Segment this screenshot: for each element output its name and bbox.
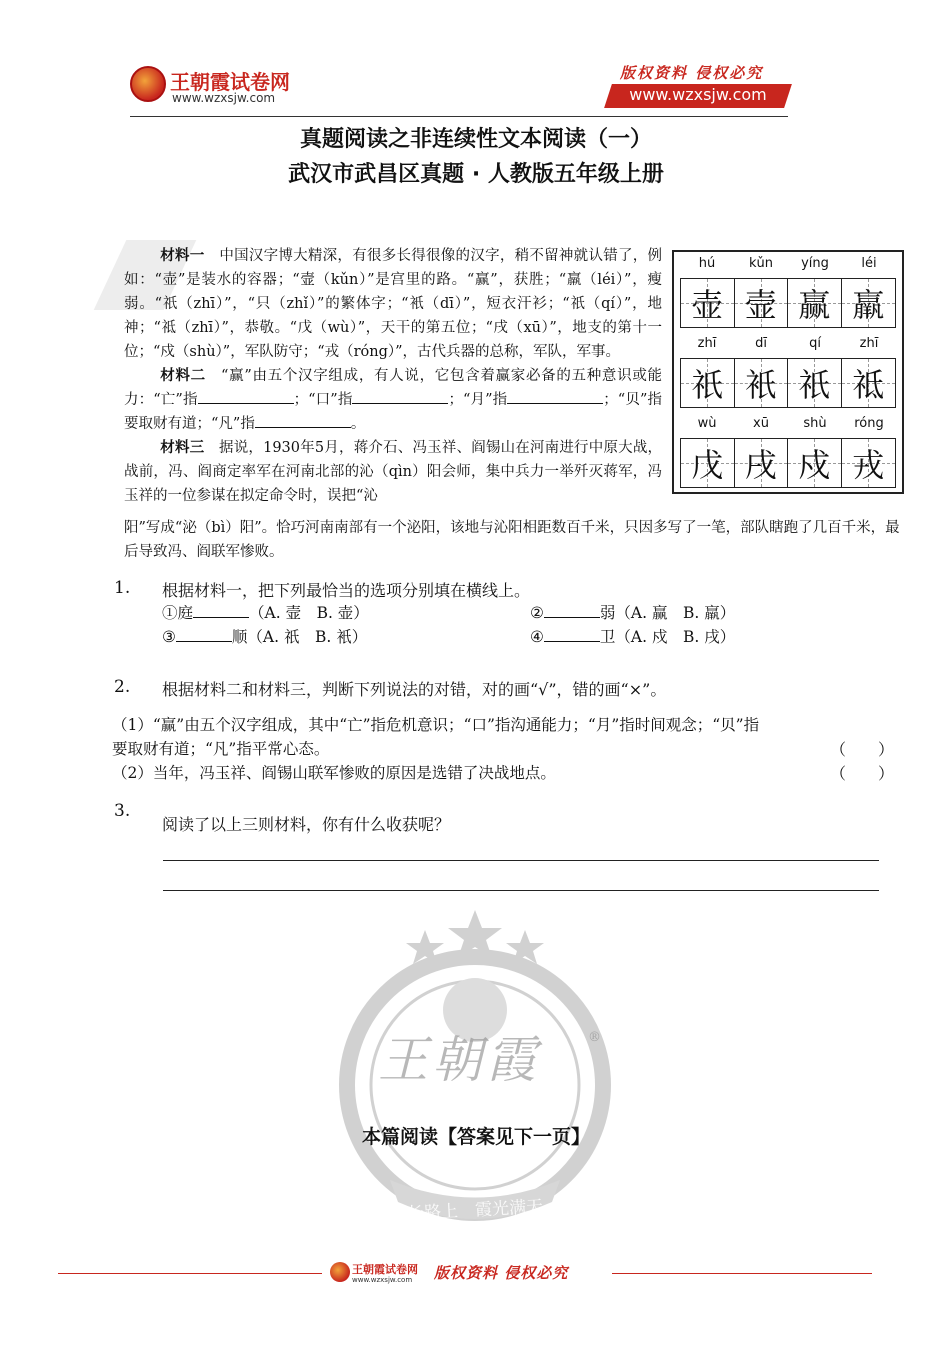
pinyin-row: [680, 256, 896, 278]
pinyin: hú: [698, 256, 716, 271]
pinyin: yíng: [801, 256, 829, 271]
char-row: [680, 336, 896, 408]
material-2-text-d: ；“贝”指要取财有道；“凡”指: [124, 392, 663, 432]
question-1-number: 1.: [114, 578, 131, 598]
q2-answer-1[interactable]: （ ）: [830, 740, 895, 759]
footer-logo-icon: [330, 1262, 350, 1282]
char-box: 祗: [842, 359, 896, 407]
footer-copyright: 版权资料 侵权必究: [434, 1264, 569, 1282]
q2-statement-1a: （1）“赢”由五个汉字组成，其中“亡”指危机意识；“口”指沟通能力；“月”指时间观念；“贝”指: [112, 716, 760, 734]
question-2-text: 根据材料二和材料三，判断下列说法的对错，对的画“√”，错的画“×”。: [162, 680, 667, 699]
fill-blank[interactable]: [255, 413, 351, 428]
material-1-label: 材料一: [160, 248, 205, 264]
q1-option-3: ③ 顺（A. 祇 B. 衹）: [162, 628, 368, 646]
watermark-slogan: 成长路上 霞光满天: [389, 1197, 544, 1225]
character-table: [672, 250, 904, 494]
header-divider: [130, 116, 788, 117]
answer-line[interactable]: [163, 860, 879, 861]
footer-brand: 王朝霞试卷网: [352, 1263, 418, 1276]
question-3-number: 3.: [114, 801, 131, 821]
q1-option-2: ② 弱（A. 赢 B. 羸）: [530, 604, 736, 622]
material-2: [124, 364, 662, 436]
question-1-text: 根据材料一，把下列最恰当的选项分别填在横线上。: [162, 581, 531, 600]
char-box: 羸: [842, 279, 896, 327]
char-box: 戊: [681, 439, 735, 487]
answer-blank[interactable]: [176, 627, 232, 642]
material-3-tail: 阳”写成“泌（bì）阳”。恰巧河南南部有一个泌阳，该地与沁阳相距数百千米，只因多写了一笔，部队瞎跑了几百千米，最后导致冯、阎联军惨败。: [124, 520, 900, 560]
footer-line-right: [612, 1273, 872, 1274]
url-banner[interactable]: www.wzxsjw.com: [629, 85, 767, 104]
pinyin: qí: [809, 336, 821, 351]
pinyin: dī: [755, 336, 767, 351]
page-subtitle: 武汉市武昌区真题 · 人教版五年级上册: [288, 162, 664, 187]
answer-blank[interactable]: [544, 627, 600, 642]
material-3: [124, 436, 662, 508]
char-row: [680, 256, 896, 328]
footer-line-left: [58, 1273, 322, 1274]
char-row: [680, 416, 896, 488]
pinyin: zhī: [859, 336, 879, 351]
material-2-text-a: “赢”由五个汉字组成，有人说，它包含着赢家必备的五种意识或能力：“亡”指: [124, 368, 663, 408]
page-title: 真题阅读之非连续性文本阅读（一）: [299, 127, 652, 152]
q2-answer-2[interactable]: （ ）: [830, 764, 895, 783]
material-1: [124, 244, 662, 364]
watermark-registered: ®: [588, 1030, 601, 1045]
char-box: 赢: [788, 279, 842, 327]
char-box: 祇: [681, 359, 735, 407]
fill-blank[interactable]: [198, 389, 294, 404]
material-2-text-e: 。: [350, 416, 366, 432]
pinyin: wù: [697, 416, 717, 431]
fill-blank[interactable]: [352, 389, 448, 404]
pinyin: shù: [803, 416, 827, 431]
header-copyright: 版权资料 侵权必究: [620, 64, 764, 82]
answer-line[interactable]: [163, 890, 879, 891]
question-2-number: 2.: [114, 677, 131, 697]
material-2-text-b: ；“口”指: [293, 392, 353, 408]
char-box: 壶: [681, 279, 735, 327]
char-box: 戎: [842, 439, 896, 487]
pinyin-row: [680, 416, 896, 438]
char-box: 衹: [735, 359, 789, 407]
material-3-label: 材料三: [160, 440, 205, 456]
material-3-text: 据说，1930年5月，蒋介石、冯玉祥、阎锡山在河南进行中原大战，战前，冯、阎商定率军在河南北部的沁（qìn）阳会师，集中兵力一举歼灭蒋军，冯玉祥的一位参谋在拟定命令时，误把“沁: [124, 440, 663, 504]
q2-statement-2: （2）当年，冯玉祥、阎锡山联军惨败的原因是选错了决战地点。: [112, 764, 556, 782]
char-box: 祇: [788, 359, 842, 407]
brand-url[interactable]: www.wzxsjw.com: [172, 91, 276, 105]
char-box: 戌: [735, 439, 789, 487]
brand-name: 王朝霞试卷网: [170, 70, 290, 94]
pinyin: róng: [854, 416, 884, 431]
q2-statement-1b: 要取财有道；“凡”指平常心态。: [112, 740, 330, 758]
char-box: 壸: [735, 279, 789, 327]
char-box-row: [680, 358, 896, 408]
pinyin: kǔn: [748, 256, 773, 271]
char-box-row: [680, 278, 896, 328]
answer-note: 本篇阅读【答案见下一页】: [361, 1126, 590, 1148]
q1-option-4: ④ 卫（A. 戍 B. 戌）: [530, 628, 736, 646]
answer-blank[interactable]: [193, 603, 249, 618]
pinyin: léi: [861, 256, 877, 271]
pinyin-row: [680, 336, 896, 358]
watermark-name: 王朝霞: [378, 1031, 540, 1089]
logo-badge-icon: [130, 66, 166, 102]
reading-passage: [124, 244, 662, 508]
material-1-text: 中国汉字博大精深，有很多长得很像的汉字，稍不留神就认错了，例如：“壶”是装水的容器；“壸（kǔn）”是宫里的路。“赢”，获胜；“羸（léi）”，瘦弱。“祇（zhī）”，“只（zhǐ）”的繁体字；“衹（dī）”，短衣汗衫；“祇（qí）”，地神；“祗（zhī）”，恭敬。“戊（wù）”，天干的第五位；“戌（xū）”，地支的第十一位；“戍（shù）”，军队防守；“戎（róng）”，古代兵器的总称，军队，军事。: [124, 248, 662, 360]
char-box-row: [680, 438, 896, 488]
question-3-text: 阅读了以上三则材料，你有什么收获呢？: [162, 815, 451, 834]
material-2-label: 材料二: [160, 368, 206, 384]
footer-url[interactable]: www.wzxsjw.com: [352, 1276, 413, 1284]
char-box: 戍: [788, 439, 842, 487]
answer-blank[interactable]: [544, 603, 600, 618]
material-2-text-c: ；“月”指: [448, 392, 508, 408]
q1-option-1: ①庭 （A. 壸 B. 壶）: [162, 604, 369, 622]
fill-blank[interactable]: [507, 389, 603, 404]
pinyin: zhī: [697, 336, 717, 351]
pinyin: xū: [753, 416, 769, 431]
